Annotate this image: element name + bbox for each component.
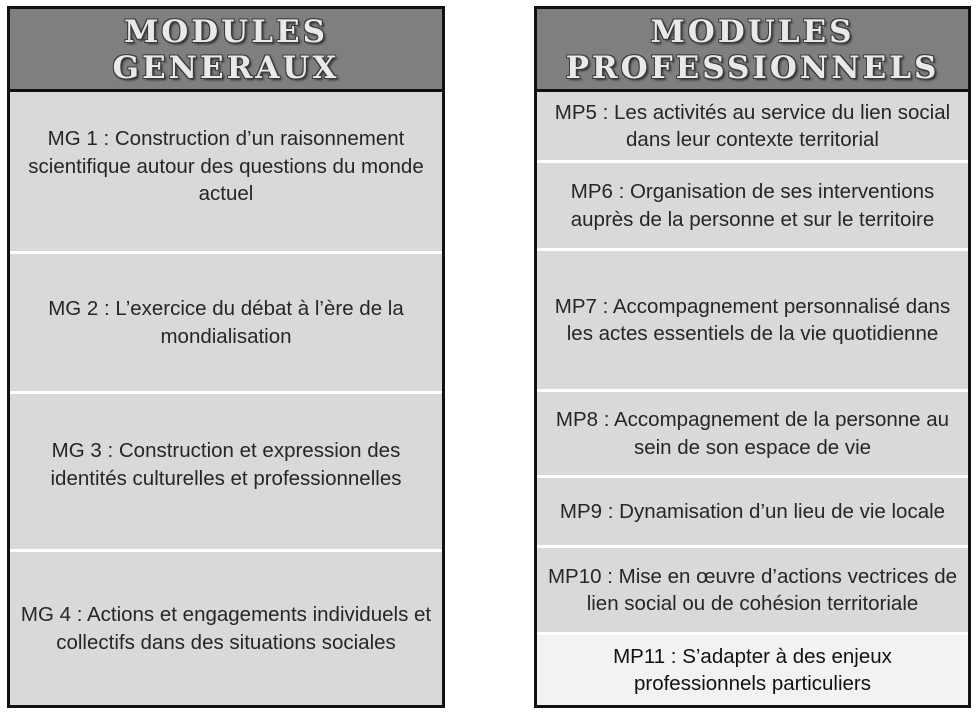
module-mg2-text: MG 2 : L’exercice du débat à l’ère de la mondialisation (48, 297, 404, 348)
module-mp6-text: MP6 : Organisation de ses interventions auprès de la personne et sur le territoire (570, 180, 935, 231)
modules-generaux-panel (7, 6, 445, 708)
module-mp9 (537, 475, 968, 545)
module-mp7-text: MP7 : Accompagnement personnalisé dans les actes essentiels de la vie quotidienne (554, 294, 951, 345)
module-mg4-text: MG 4 : Actions et engagements individuels et collectifs dans des situations sociales (20, 603, 432, 654)
modules-generaux-title-line2: GENERAUX (112, 50, 340, 86)
module-mp5-text: MP5 : Les activités au service du lien social dans leur contexte territorial (554, 100, 951, 151)
module-mp11 (537, 632, 968, 705)
module-mp7 (537, 248, 968, 389)
modules-professionnels-list (537, 92, 968, 705)
module-mg4 (10, 549, 442, 705)
module-mg3 (10, 391, 442, 549)
module-mp9-text: MP9 : Dynamisation d’un lieu de vie locale (559, 499, 946, 523)
module-mg2 (10, 251, 442, 391)
modules-professionnels-panel (534, 6, 971, 708)
module-mp10-text: MP10 : Mise en œuvre d’actions vectrices de lien social ou de cohésion territoriale (547, 564, 958, 615)
module-mp6 (537, 160, 968, 248)
modules-generaux-list (10, 92, 442, 705)
modules-generaux-title (113, 14, 340, 86)
module-mp11-text: MP11 : S’adapter à des enjeux professionnels particuliers (613, 644, 892, 695)
module-mg1-text: MG 1 : Construction d’un raisonnement scientifique autour des questions du monde actuel (28, 127, 424, 206)
modules-professionnels-title-line1: MODULES (650, 14, 855, 50)
module-mg1 (10, 92, 442, 251)
modules-professionnels-title-line2: PROFESSIONNELS (565, 50, 940, 86)
modules-generaux-title-line1: MODULES (123, 14, 329, 50)
module-mp5 (537, 92, 968, 160)
modules-generaux-header (10, 9, 442, 92)
module-mg3-text: MG 3 : Construction et expression des identités culturelles et professionnelles (50, 439, 402, 490)
module-mp8-text: MP8 : Accompagnement de la personne au sein de son espace de vie (555, 408, 950, 459)
module-mp8 (537, 389, 968, 475)
module-mp10 (537, 545, 968, 632)
modules-professionnels-title (566, 14, 940, 86)
modules-professionnels-header (537, 9, 968, 92)
